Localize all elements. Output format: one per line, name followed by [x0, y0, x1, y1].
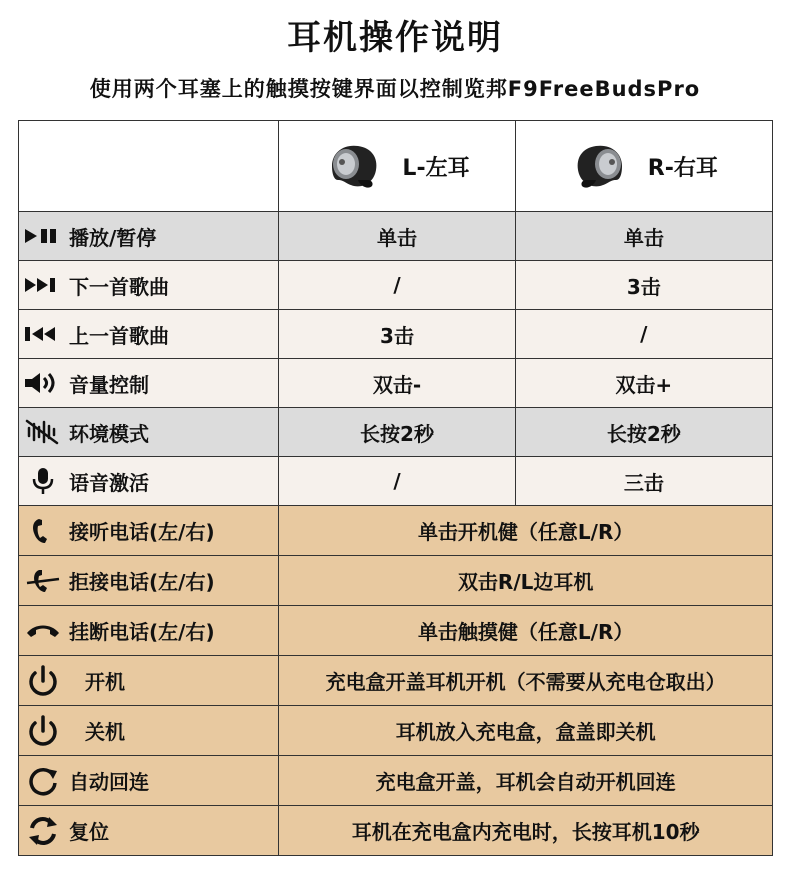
table-row — [19, 756, 773, 806]
feature-label: 复位 — [69, 820, 109, 844]
play-pause-icon — [25, 228, 69, 244]
feature-label: 自动回连 — [69, 770, 149, 794]
page-title: 耳机操作说明 — [287, 18, 503, 58]
right-ear-action: 长按2秒 — [515, 408, 772, 457]
phone-hangup-icon — [25, 621, 69, 641]
right-ear-label: R-右耳 — [647, 155, 718, 181]
action-value: 双击R/L边耳机 — [279, 556, 773, 606]
table-row — [19, 310, 773, 359]
microphone-icon — [25, 467, 69, 495]
feature-label: 接听电话(左/右) — [69, 520, 215, 544]
table-row — [19, 806, 773, 856]
left-ear-action: 长按2秒 — [279, 408, 515, 457]
left-earbud-icon — [324, 140, 384, 192]
table-row — [19, 606, 773, 656]
right-ear-action: 双击+ — [515, 359, 772, 408]
table-row — [19, 457, 773, 506]
phone-reject-icon — [25, 567, 69, 595]
reconnect-icon — [25, 765, 69, 797]
ambient-sound-icon — [25, 419, 69, 445]
action-value: 耳机在充电盒内充电时，长按耳机10秒 — [279, 806, 773, 856]
feature-label: 拒接电话(左/右) — [69, 570, 215, 594]
right-ear-action: 三击 — [515, 457, 772, 506]
right-earbud-icon — [570, 140, 630, 192]
table-row — [19, 706, 773, 756]
right-ear-action: 3击 — [515, 261, 772, 310]
left-ear-label: L-左耳 — [402, 155, 470, 181]
action-value: 充电盒开盖，耳机会自动开机回连 — [279, 756, 773, 806]
table-row — [19, 212, 773, 261]
phone-answer-icon — [25, 517, 69, 545]
right-ear-action: / — [515, 310, 772, 359]
right-ear-action: 单击 — [515, 212, 772, 261]
feature-label: 下一首歌曲 — [69, 274, 169, 299]
table-row — [19, 261, 773, 310]
table-row — [19, 656, 773, 706]
action-value: 单击开机健（任意L/R） — [279, 506, 773, 556]
feature-label: 挂断电话(左/右) — [69, 620, 215, 644]
table-row — [19, 359, 773, 408]
feature-label: 环境模式 — [69, 421, 149, 446]
table-row — [19, 556, 773, 606]
volume-icon — [25, 372, 69, 394]
previous-track-icon — [25, 326, 69, 342]
reset-icon — [25, 815, 69, 847]
operation-table — [18, 120, 773, 856]
table-row — [19, 506, 773, 556]
table-row — [19, 408, 773, 457]
action-value: 耳机放入充电盒，盒盖即关机 — [279, 706, 773, 756]
left-ear-action: / — [279, 261, 515, 310]
page-subtitle: 使用两个耳塞上的触摸按键界面以控制览邦F9FreeBudsPro — [89, 77, 701, 101]
feature-label: 语音激活 — [69, 470, 149, 495]
feature-label: 上一首歌曲 — [69, 323, 169, 348]
left-ear-action: 单击 — [279, 212, 515, 261]
left-ear-action: / — [279, 457, 515, 506]
next-track-icon — [25, 277, 69, 293]
feature-label: 关机 — [85, 720, 125, 744]
action-value: 充电盒开盖耳机开机（不需要从充电仓取出） — [279, 656, 773, 706]
header-right-ear — [515, 121, 772, 212]
header-left-ear — [279, 121, 515, 212]
action-value: 单击触摸健（任意L/R） — [279, 606, 773, 656]
feature-label: 音量控制 — [69, 372, 149, 397]
feature-label: 开机 — [85, 670, 125, 694]
header-empty-cell — [19, 121, 279, 212]
left-ear-action: 双击- — [279, 359, 515, 408]
left-ear-action: 3击 — [279, 310, 515, 359]
power-icon — [25, 715, 69, 747]
table-header-row — [19, 121, 773, 212]
feature-label: 播放/暂停 — [69, 225, 157, 250]
power-icon — [25, 665, 69, 697]
